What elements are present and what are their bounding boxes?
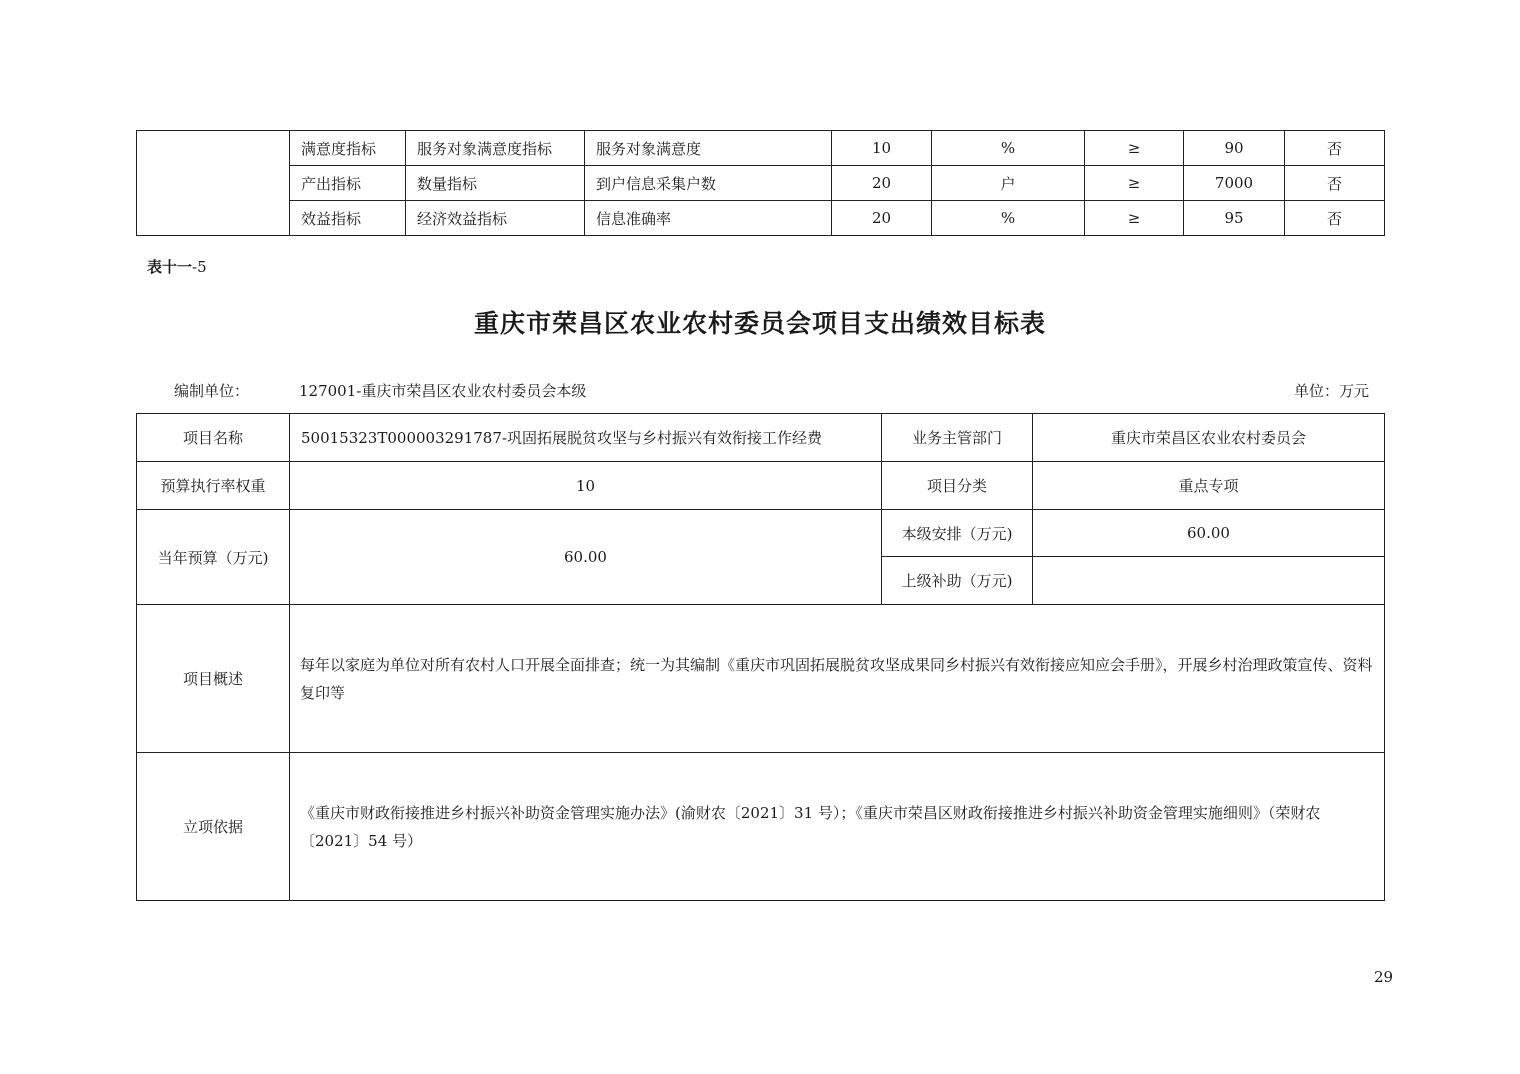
table-row <box>137 462 1385 510</box>
compile-unit-value: 127001-重庆市荣昌区农业农村委员会本级 <box>299 382 587 400</box>
table-row <box>137 510 1385 557</box>
indicator-weight: 20 <box>832 166 932 201</box>
indicator-weight: 10 <box>832 131 932 166</box>
indicator-symbol: ≥ <box>1085 131 1184 166</box>
table-number <box>147 256 207 277</box>
dept-value: 重庆市荣昌区农业农村委员会 <box>1033 414 1385 462</box>
overview-label: 项目概述 <box>137 605 290 753</box>
upper-subsidy-label: 上级补助（万元) <box>882 557 1033 605</box>
compile-unit-label: 编制单位： <box>174 382 250 400</box>
basis-label: 立项依据 <box>137 753 290 901</box>
project-table <box>136 413 1385 901</box>
indicator-weight: 20 <box>832 201 932 236</box>
level1-indicator: 产出指标 <box>290 166 406 201</box>
money-unit-label: 单位：万元 <box>1294 382 1370 400</box>
table-row <box>137 414 1385 462</box>
project-name-value: 50015323T000003291787-巩固拓展脱贫攻坚与乡村振兴有效衔接工作经费 <box>290 414 882 462</box>
level1-indicator: 效益指标 <box>290 201 406 236</box>
budget-value: 60.00 <box>290 510 882 605</box>
local-budget-value: 60.00 <box>1033 510 1385 557</box>
rate-weight-value: 10 <box>290 462 882 510</box>
rate-weight-label: 预算执行率权重 <box>137 462 290 510</box>
indicator-symbol: ≥ <box>1085 166 1184 201</box>
level2-indicator: 服务对象满意度指标 <box>406 131 585 166</box>
indicator-unit: % <box>932 131 1085 166</box>
project-name-label: 项目名称 <box>137 414 290 462</box>
indicator-target: 7000 <box>1184 166 1285 201</box>
level3-indicator: 服务对象满意度 <box>585 131 832 166</box>
page-title: 重庆市荣昌区农业农村委员会项目支出绩效目标表 <box>473 309 1046 338</box>
upper-subsidy-value <box>1033 557 1385 605</box>
table-row <box>137 201 1385 236</box>
level2-indicator: 经济效益指标 <box>406 201 585 236</box>
table-row <box>137 605 1385 753</box>
level2-indicator: 数量指标 <box>406 166 585 201</box>
indicator-table <box>136 130 1385 236</box>
indicator-unit: 户 <box>932 166 1085 201</box>
page-number: 29 <box>1374 968 1394 986</box>
indicator-flag: 否 <box>1285 131 1385 166</box>
category-label: 项目分类 <box>882 462 1033 510</box>
local-budget-label: 本级安排（万元) <box>882 510 1033 557</box>
dept-label: 业务主管部门 <box>882 414 1033 462</box>
table-number-prefix: 表十一 <box>147 258 193 276</box>
indicator-unit: % <box>932 201 1085 236</box>
level3-indicator: 到户信息采集户数 <box>585 166 832 201</box>
table-row <box>137 131 1385 166</box>
indicator-flag: 否 <box>1285 166 1385 201</box>
level3-indicator: 信息准确率 <box>585 201 832 236</box>
table-row <box>137 166 1385 201</box>
indicator-target: 90 <box>1184 131 1285 166</box>
indicator-flag: 否 <box>1285 201 1385 236</box>
budget-label: 当年预算（万元) <box>137 510 290 605</box>
indicator-body <box>137 131 1385 236</box>
basis-text: 《重庆市财政衔接推进乡村振兴补助资金管理实施办法》(渝财农〔2021〕31 号）；《重庆市荣昌区财政衔接推进乡村振兴补助资金管理实施细则》（荣财农〔2021〕54 号） <box>290 753 1385 901</box>
indicator-target: 95 <box>1184 201 1285 236</box>
indicator-symbol: ≥ <box>1085 201 1184 236</box>
table-row <box>137 753 1385 901</box>
blank-cell <box>137 131 290 236</box>
overview-text: 每年以家庭为单位对所有农村人口开展全面排查；统一为其编制《重庆市巩固拓展脱贫攻坚成果同乡村振兴有效衔接应知应会手册》，开展乡村治理政策宣传、资料复印等 <box>290 605 1385 753</box>
table-number-suffix: -5 <box>192 258 207 276</box>
level1-indicator: 满意度指标 <box>290 131 406 166</box>
category-value: 重点专项 <box>1033 462 1385 510</box>
